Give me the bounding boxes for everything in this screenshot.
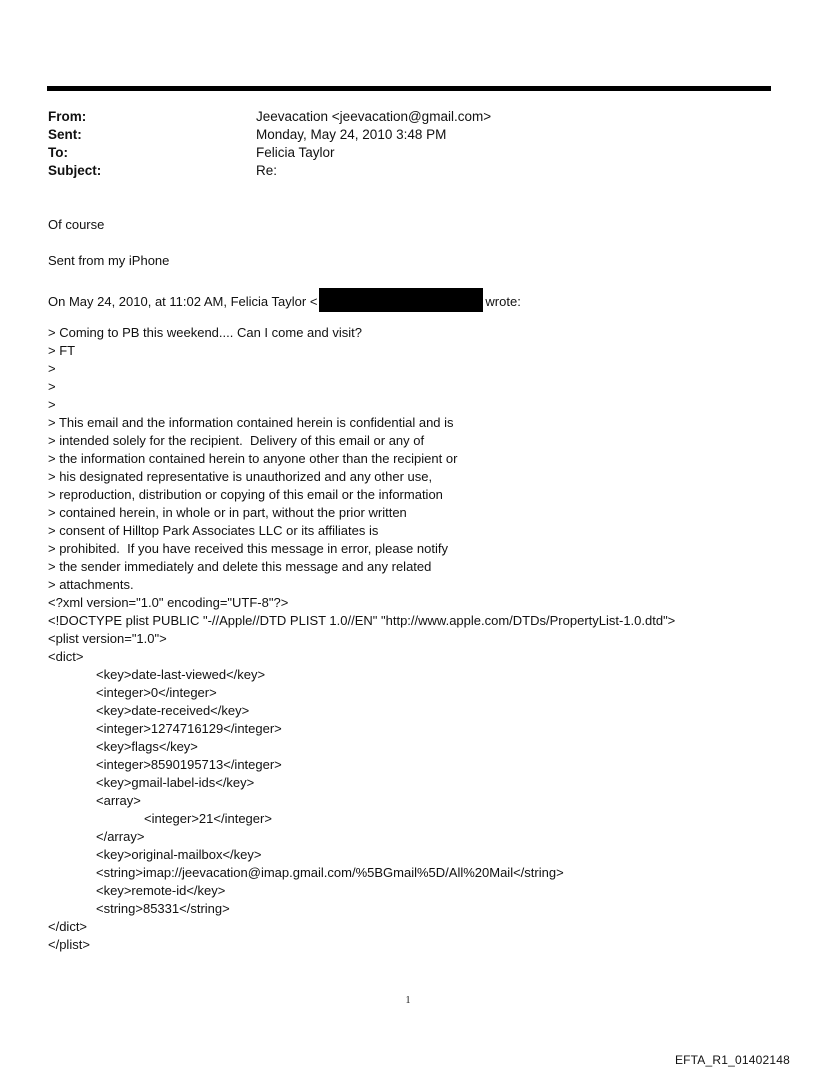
quoted-line: > FT (48, 343, 76, 358)
sent-label: Sent: (48, 127, 82, 142)
to-value: Felicia Taylor (256, 145, 335, 160)
plist-entry: <integer>1274716129</integer> (96, 721, 282, 736)
bates-id: EFTA_R1_01402148 (674, 1053, 790, 1067)
plist-entry: <key>original-mailbox</key> (96, 847, 262, 862)
quote-intro (48, 288, 788, 309)
plist-entry: <key>flags</key> (96, 739, 198, 754)
to-label: To: (48, 145, 68, 160)
reply-text: Of course (48, 217, 105, 232)
plist-entry: <key>remote-id</key> (96, 883, 226, 898)
subject-row (48, 162, 748, 180)
header-rule (47, 86, 771, 91)
to-row (48, 144, 748, 162)
plist-array-item: <integer>21</integer> (144, 811, 272, 826)
quote-intro-after: wrote: (485, 294, 521, 309)
quoted-line: > (48, 397, 56, 412)
from-row (48, 108, 748, 126)
subject-value: Re: (256, 163, 278, 178)
dict-close: </dict> (48, 919, 88, 934)
quoted-line: > intended solely for the recipient. Delivery of this email or any of (48, 433, 425, 448)
quoted-line: > (48, 361, 56, 376)
signature-text: Sent from my iPhone (48, 253, 170, 268)
email-header (48, 108, 748, 180)
sent-value: Monday, May 24, 2010 3:48 PM (256, 127, 447, 142)
sent-row (48, 126, 748, 144)
plist-open: <plist version="1.0"> (48, 631, 167, 646)
plist-entry: <array> (96, 793, 141, 808)
quoted-line: > (48, 379, 56, 394)
quoted-line: > reproduction, distribution or copying of this email or the information (48, 487, 443, 502)
plist-entry: </array> (96, 829, 145, 844)
quoted-line: > prohibited. If you have received this message in error, please notify (48, 541, 448, 556)
plist-entry: <string>85331</string> (96, 901, 230, 916)
plist-doctype: <!DOCTYPE plist PUBLIC "-//Apple//DTD PLIST 1.0//EN" "http://www.apple.com/DTDs/PropertyList-1.0.dtd"> (48, 613, 676, 628)
page-number: 1 (405, 995, 411, 1006)
quote-intro-before: On May 24, 2010, at 11:02 AM, Felicia Taylor < (48, 294, 318, 309)
from-value: Jeevacation <jeevacation@gmail.com> (256, 109, 492, 124)
from-label: From: (48, 109, 87, 124)
plist-entry: <string>imap://jeevacation@imap.gmail.com/%5BGmail%5D/All%20Mail</string> (96, 865, 564, 880)
plist-entry: <integer>8590195713</integer> (96, 757, 282, 772)
subject-label: Subject: (48, 163, 102, 178)
plist-entry: <integer>0</integer> (96, 685, 217, 700)
plist-close: </plist> (48, 937, 90, 952)
quoted-message (48, 324, 788, 594)
dict-open: <dict> (48, 649, 84, 664)
plist-entry: <key>date-received</key> (96, 703, 250, 718)
plist-block (48, 594, 788, 954)
plist-xml-decl: <?xml version="1.0" encoding="UTF-8"?> (48, 595, 289, 610)
email-body (48, 216, 788, 954)
quoted-line: > the sender immediately and delete this message and any related (48, 559, 432, 574)
quoted-line: > consent of Hilltop Park Associates LLC or its affiliates is (48, 523, 379, 538)
quoted-line: > contained herein, in whole or in part, without the prior written (48, 505, 407, 520)
plist-entry: <key>date-last-viewed</key> (96, 667, 266, 682)
plist-entry: <key>gmail-label-ids</key> (96, 775, 255, 790)
quoted-line: > attachments. (48, 577, 134, 592)
redaction-block (319, 288, 483, 312)
quoted-line: > Coming to PB this weekend.... Can I come and visit? (48, 325, 362, 340)
quoted-line: > his designated representative is unauthorized and any other use, (48, 469, 433, 484)
quoted-line: > This email and the information contained herein is confidential and is (48, 415, 454, 430)
quoted-line: > the information contained herein to anyone other than the recipient or (48, 451, 458, 466)
